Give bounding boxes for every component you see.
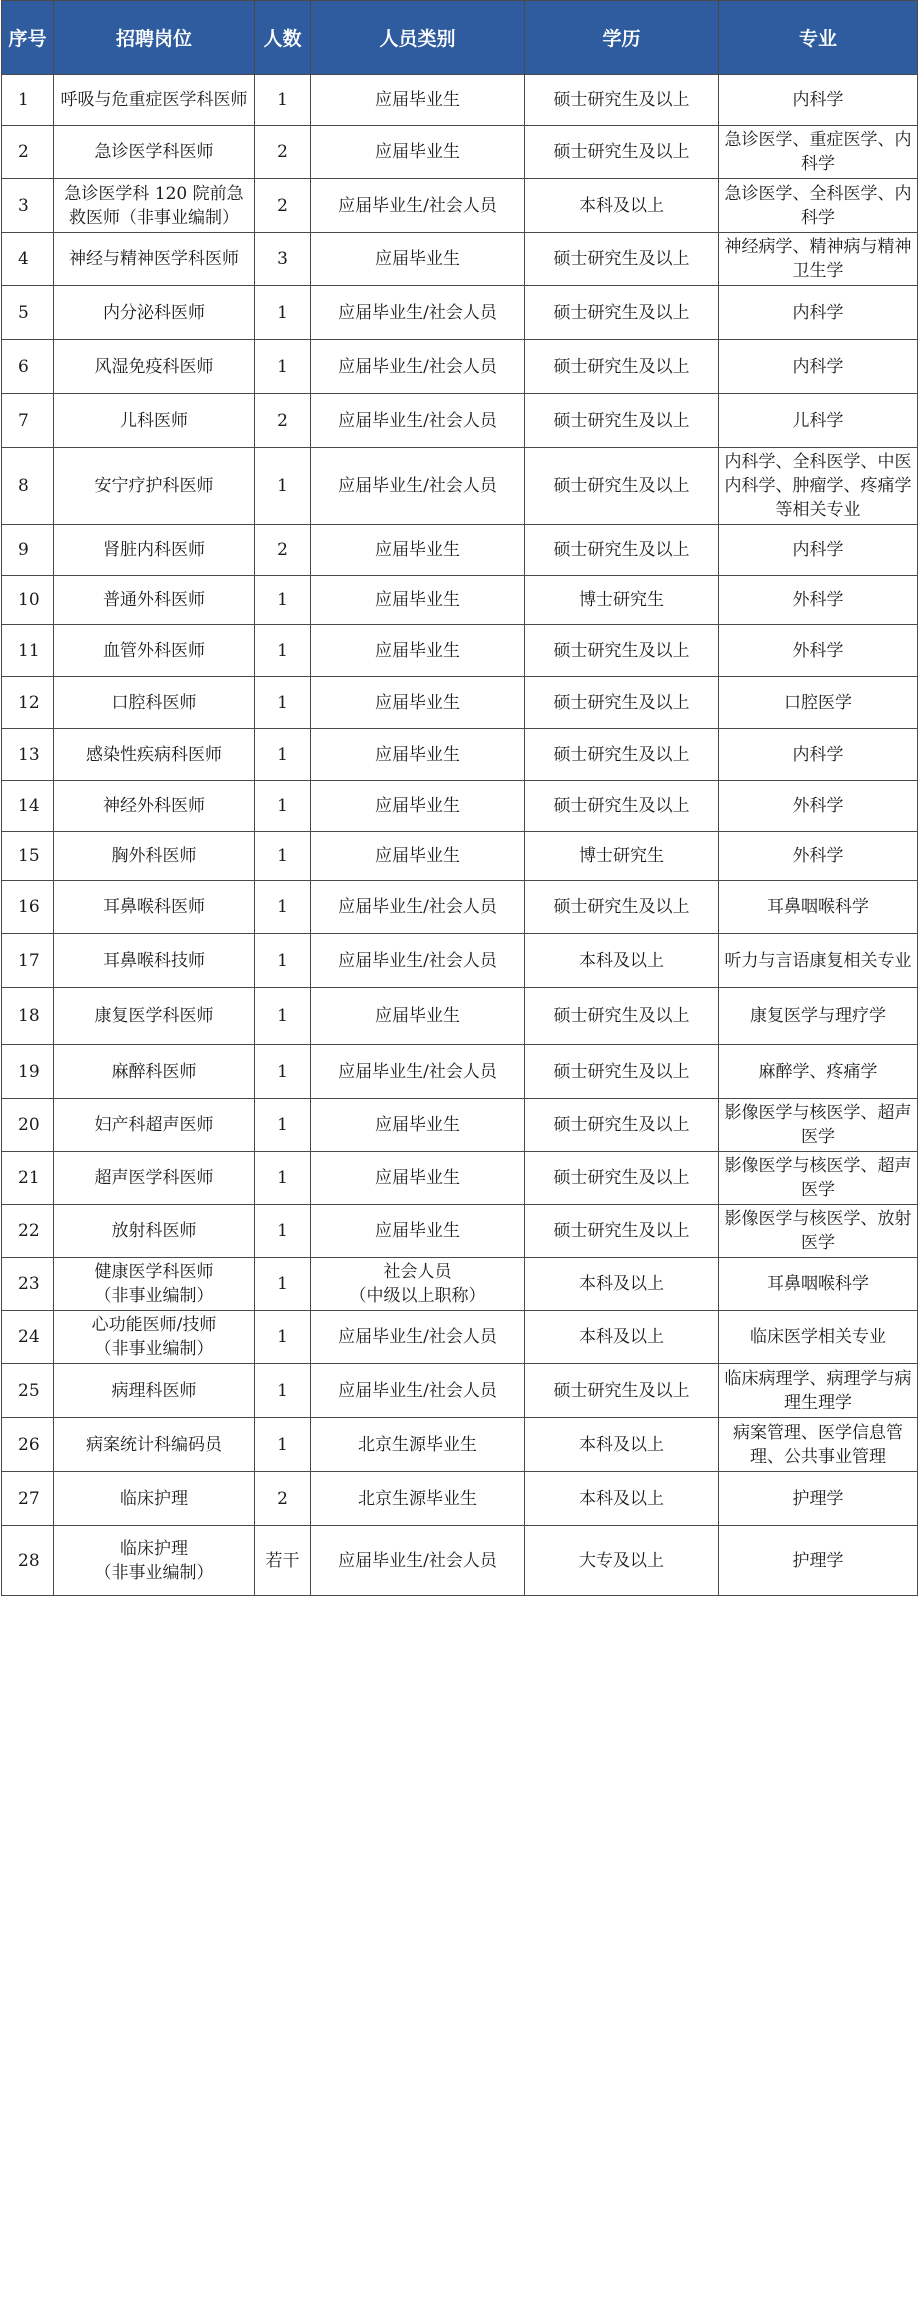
cell-position: 肾脏内科医师 [54,525,255,576]
cell-education: 硕士研究生及以上 [525,781,719,832]
cell-education: 大专及以上 [525,1526,719,1596]
cell-count: 1 [255,781,311,832]
cell-position: 口腔科医师 [54,677,255,729]
cell-count: 1 [255,677,311,729]
cell-education: 硕士研究生及以上 [525,233,719,286]
cell-category: 应届毕业生/社会人员 [311,881,525,934]
cell-category: 应届毕业生/社会人员 [311,1526,525,1596]
cell-major: 康复医学与理疗学 [719,988,918,1045]
cell-major: 外科学 [719,625,918,677]
table-row [2,1418,918,1472]
table-row [2,1258,918,1311]
cell-position: 急诊医学科医师 [54,126,255,179]
table-row [2,1364,918,1418]
cell-index: 8 [2,448,54,525]
cell-count: 2 [255,394,311,448]
cell-major: 听力与言语康复相关专业 [719,934,918,988]
cell-major: 内科学、全科医学、中医内科学、肿瘤学、疼痛学等相关专业 [719,448,918,525]
table-row [2,525,918,576]
cell-index: 14 [2,781,54,832]
cell-position: 超声医学科医师 [54,1152,255,1205]
cell-education: 本科及以上 [525,1472,719,1526]
cell-count: 1 [255,625,311,677]
cell-category: 应届毕业生 [311,233,525,286]
cell-education: 硕士研究生及以上 [525,1364,719,1418]
cell-education: 本科及以上 [525,1258,719,1311]
cell-count: 1 [255,1311,311,1364]
cell-major: 内科学 [719,525,918,576]
cell-index: 24 [2,1311,54,1364]
cell-index: 4 [2,233,54,286]
cell-count: 1 [255,1045,311,1099]
cell-position: 风湿免疫科医师 [54,340,255,394]
table-row [2,233,918,286]
cell-category: 应届毕业生 [311,1205,525,1258]
cell-category: 北京生源毕业生 [311,1472,525,1526]
cell-category: 应届毕业生/社会人员 [311,286,525,340]
cell-index: 2 [2,126,54,179]
cell-education: 博士研究生 [525,576,719,625]
cell-education: 硕士研究生及以上 [525,75,719,126]
cell-major: 耳鼻咽喉科学 [719,1258,918,1311]
table-row [2,832,918,881]
table-row [2,1472,918,1526]
cell-education: 博士研究生 [525,832,719,881]
cell-index: 13 [2,729,54,781]
cell-major: 外科学 [719,832,918,881]
cell-major: 急诊医学、重症医学、内科学 [719,126,918,179]
table-row [2,934,918,988]
cell-education: 硕士研究生及以上 [525,881,719,934]
cell-index: 15 [2,832,54,881]
table-row [2,1099,918,1152]
table-row [2,576,918,625]
cell-education: 硕士研究生及以上 [525,394,719,448]
cell-index: 6 [2,340,54,394]
cell-major: 护理学 [719,1472,918,1526]
cell-index: 7 [2,394,54,448]
cell-major: 儿科学 [719,394,918,448]
cell-education: 本科及以上 [525,179,719,233]
cell-index: 17 [2,934,54,988]
cell-major: 影像医学与核医学、超声医学 [719,1099,918,1152]
cell-education: 硕士研究生及以上 [525,1099,719,1152]
cell-category: 社会人员 （中级以上职称） [311,1258,525,1311]
table-row [2,1526,918,1596]
cell-count: 1 [255,729,311,781]
header-position: 招聘岗位 [54,1,255,75]
cell-count: 1 [255,448,311,525]
cell-major: 病案管理、医学信息管理、公共事业管理 [719,1418,918,1472]
header-count: 人数 [255,1,311,75]
cell-position: 普通外科医师 [54,576,255,625]
cell-count: 1 [255,1152,311,1205]
cell-education: 硕士研究生及以上 [525,1152,719,1205]
cell-count: 1 [255,286,311,340]
table-row [2,179,918,233]
table-row [2,881,918,934]
cell-position: 血管外科医师 [54,625,255,677]
cell-education: 硕士研究生及以上 [525,677,719,729]
cell-position: 感染性疾病科医师 [54,729,255,781]
cell-category: 应届毕业生 [311,1099,525,1152]
cell-position: 安宁疗护科医师 [54,448,255,525]
table-row [2,1205,918,1258]
cell-count: 1 [255,881,311,934]
cell-index: 3 [2,179,54,233]
cell-major: 急诊医学、全科医学、内科学 [719,179,918,233]
cell-major: 口腔医学 [719,677,918,729]
table-row [2,340,918,394]
cell-count: 3 [255,233,311,286]
cell-position: 临床护理 （非事业编制） [54,1526,255,1596]
cell-category: 应届毕业生 [311,988,525,1045]
cell-category: 应届毕业生/社会人员 [311,340,525,394]
table-row [2,394,918,448]
cell-position: 心功能医师/技师 （非事业编制） [54,1311,255,1364]
cell-count: 1 [255,340,311,394]
cell-count: 1 [255,1418,311,1472]
cell-index: 1 [2,75,54,126]
cell-major: 内科学 [719,729,918,781]
cell-count: 若干 [255,1526,311,1596]
cell-major: 内科学 [719,286,918,340]
table-row [2,625,918,677]
cell-count: 1 [255,1099,311,1152]
cell-education: 硕士研究生及以上 [525,340,719,394]
table-row [2,1045,918,1099]
cell-count: 1 [255,576,311,625]
header-category: 人员类别 [311,1,525,75]
cell-position: 病案统计科编码员 [54,1418,255,1472]
cell-category: 应届毕业生 [311,729,525,781]
cell-major: 外科学 [719,576,918,625]
cell-education: 硕士研究生及以上 [525,126,719,179]
cell-count: 1 [255,934,311,988]
cell-category: 应届毕业生 [311,75,525,126]
cell-position: 病理科医师 [54,1364,255,1418]
cell-count: 1 [255,1205,311,1258]
cell-category: 应届毕业生/社会人员 [311,1045,525,1099]
cell-category: 应届毕业生 [311,525,525,576]
cell-category: 应届毕业生/社会人员 [311,394,525,448]
cell-position: 康复医学科医师 [54,988,255,1045]
cell-position: 耳鼻喉科医师 [54,881,255,934]
cell-major: 内科学 [719,75,918,126]
table-row [2,75,918,126]
cell-education: 硕士研究生及以上 [525,988,719,1045]
cell-category: 应届毕业生 [311,1152,525,1205]
table-row [2,781,918,832]
cell-education: 硕士研究生及以上 [525,1045,719,1099]
cell-count: 1 [255,1258,311,1311]
table-row [2,677,918,729]
cell-education: 硕士研究生及以上 [525,525,719,576]
cell-position: 胸外科医师 [54,832,255,881]
cell-major: 影像医学与核医学、超声医学 [719,1152,918,1205]
table-row [2,286,918,340]
cell-category: 应届毕业生/社会人员 [311,1311,525,1364]
cell-category: 北京生源毕业生 [311,1418,525,1472]
header-major: 专业 [719,1,918,75]
cell-position: 神经外科医师 [54,781,255,832]
table-row [2,1311,918,1364]
cell-category: 应届毕业生 [311,781,525,832]
table-row [2,126,918,179]
cell-major: 耳鼻咽喉科学 [719,881,918,934]
cell-index: 18 [2,988,54,1045]
cell-major: 临床病理学、病理学与病理生理学 [719,1364,918,1418]
cell-count: 1 [255,988,311,1045]
cell-education: 本科及以上 [525,1311,719,1364]
cell-position: 临床护理 [54,1472,255,1526]
cell-index: 19 [2,1045,54,1099]
cell-index: 12 [2,677,54,729]
cell-category: 应届毕业生 [311,832,525,881]
cell-index: 10 [2,576,54,625]
cell-index: 28 [2,1526,54,1596]
cell-index: 16 [2,881,54,934]
cell-position: 儿科医师 [54,394,255,448]
cell-category: 应届毕业生/社会人员 [311,448,525,525]
cell-education: 硕士研究生及以上 [525,286,719,340]
cell-count: 1 [255,75,311,126]
table-row [2,448,918,525]
cell-position: 急诊医学科 120 院前急救医师（非事业编制） [54,179,255,233]
cell-position: 麻醉科医师 [54,1045,255,1099]
cell-major: 神经病学、精神病与精神卫生学 [719,233,918,286]
table-row [2,729,918,781]
cell-category: 应届毕业生 [311,625,525,677]
cell-position: 妇产科超声医师 [54,1099,255,1152]
cell-category: 应届毕业生/社会人员 [311,179,525,233]
cell-education: 本科及以上 [525,934,719,988]
cell-category: 应届毕业生 [311,677,525,729]
cell-category: 应届毕业生/社会人员 [311,1364,525,1418]
cell-position: 呼吸与危重症医学科医师 [54,75,255,126]
cell-count: 2 [255,126,311,179]
cell-category: 应届毕业生 [311,576,525,625]
cell-count: 2 [255,179,311,233]
cell-major: 外科学 [719,781,918,832]
cell-major: 临床医学相关专业 [719,1311,918,1364]
cell-category: 应届毕业生/社会人员 [311,934,525,988]
table-header-row [2,1,918,75]
cell-index: 25 [2,1364,54,1418]
cell-education: 本科及以上 [525,1418,719,1472]
cell-position: 耳鼻喉科技师 [54,934,255,988]
cell-education: 硕士研究生及以上 [525,1205,719,1258]
cell-index: 22 [2,1205,54,1258]
cell-index: 23 [2,1258,54,1311]
cell-index: 20 [2,1099,54,1152]
header-index: 序号 [2,1,54,75]
cell-count: 1 [255,1364,311,1418]
cell-index: 9 [2,525,54,576]
cell-major: 影像医学与核医学、放射医学 [719,1205,918,1258]
cell-count: 1 [255,832,311,881]
cell-major: 麻醉学、疼痛学 [719,1045,918,1099]
cell-major: 内科学 [719,340,918,394]
cell-count: 2 [255,525,311,576]
cell-index: 26 [2,1418,54,1472]
cell-index: 11 [2,625,54,677]
cell-education: 硕士研究生及以上 [525,448,719,525]
cell-education: 硕士研究生及以上 [525,729,719,781]
cell-major: 护理学 [719,1526,918,1596]
cell-position: 放射科医师 [54,1205,255,1258]
table-row [2,988,918,1045]
table-row [2,1152,918,1205]
cell-education: 硕士研究生及以上 [525,625,719,677]
cell-category: 应届毕业生 [311,126,525,179]
recruitment-table [1,0,918,1596]
cell-position: 内分泌科医师 [54,286,255,340]
cell-position: 神经与精神医学科医师 [54,233,255,286]
cell-index: 21 [2,1152,54,1205]
cell-count: 2 [255,1472,311,1526]
table-body [2,75,918,1596]
cell-position: 健康医学科医师 （非事业编制） [54,1258,255,1311]
header-education: 学历 [525,1,719,75]
cell-index: 5 [2,286,54,340]
cell-index: 27 [2,1472,54,1526]
